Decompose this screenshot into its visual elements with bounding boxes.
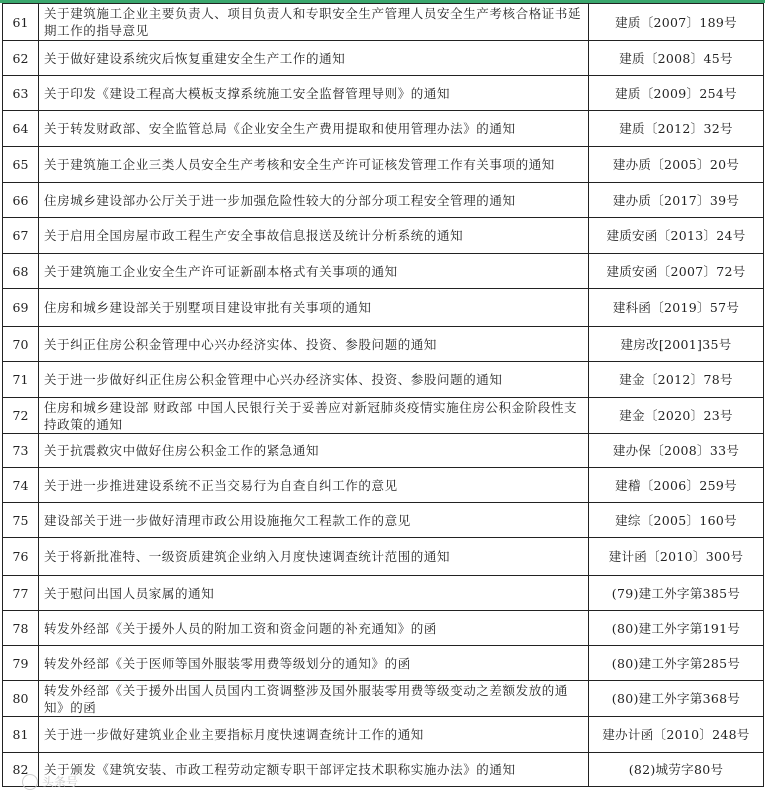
document-number: (80)建工外字第191号 bbox=[589, 611, 764, 646]
document-number: 建稽〔2006〕259号 bbox=[589, 468, 764, 503]
watermark bbox=[22, 773, 78, 790]
table-row bbox=[3, 468, 764, 503]
table-row bbox=[3, 503, 764, 538]
table-row bbox=[3, 41, 764, 76]
document-title: 关于颁发《建筑安装、市政工程劳动定额专职干部评定技术职称实施办法》的通知 bbox=[39, 753, 589, 787]
row-number: 71 bbox=[3, 362, 39, 398]
row-number: 74 bbox=[3, 468, 39, 503]
row-number: 63 bbox=[3, 76, 39, 111]
table-row bbox=[3, 646, 764, 681]
document-number: 建科函〔2019〕57号 bbox=[589, 289, 764, 327]
document-title: 关于建筑施工企业安全生产许可证新副本格式有关事项的通知 bbox=[39, 254, 589, 289]
row-number: 62 bbox=[3, 41, 39, 76]
table-row bbox=[3, 611, 764, 646]
document-title: 关于将新批准特、一级资质建筑企业纳入月度快速调查统计范围的通知 bbox=[39, 538, 589, 576]
document-title: 关于抗震救灾中做好住房公积金工作的紧急通知 bbox=[39, 434, 589, 468]
document-title: 转发外经部《关于援外人员的附加工资和资金问题的补充通知》的函 bbox=[39, 611, 589, 646]
table-row bbox=[3, 398, 764, 434]
table-row bbox=[3, 218, 764, 254]
document-number: 建质安函〔2007〕72号 bbox=[589, 254, 764, 289]
row-number: 79 bbox=[3, 646, 39, 681]
document-title: 关于纠正住房公积金管理中心兴办经济实体、投资、参股问题的通知 bbox=[39, 327, 589, 362]
document-number: (82)城劳字80号 bbox=[589, 753, 764, 787]
document-number: (80)建工外字第368号 bbox=[589, 681, 764, 717]
row-number: 82 bbox=[3, 753, 39, 787]
document-title: 关于建筑施工企业主要负责人、项目负责人和专职安全生产管理人员安全生产考核合格证书延期工作的指导意见 bbox=[39, 4, 589, 41]
watermark-logo-icon bbox=[22, 774, 38, 790]
row-number: 65 bbox=[3, 147, 39, 183]
document-number: (80)建工外字第285号 bbox=[589, 646, 764, 681]
document-number: 建质〔2007〕189号 bbox=[589, 4, 764, 41]
table-row bbox=[3, 327, 764, 362]
row-number: 76 bbox=[3, 538, 39, 576]
row-number: 70 bbox=[3, 327, 39, 362]
table-row bbox=[3, 362, 764, 398]
document-title: 住房和城乡建设部关于别墅项目建设审批有关事项的通知 bbox=[39, 289, 589, 327]
document-title: 关于印发《建设工程高大模板支撑系统施工安全监督管理导则》的通知 bbox=[39, 76, 589, 111]
row-number: 61 bbox=[3, 4, 39, 41]
document-title: 住房和城乡建设部 财政部 中国人民银行关于妥善应对新冠肺炎疫情实施住房公积金阶段性支持政策的通知 bbox=[39, 398, 589, 434]
document-number: 建办计函〔2010〕248号 bbox=[589, 717, 764, 753]
table-row bbox=[3, 681, 764, 717]
table-row bbox=[3, 76, 764, 111]
row-number: 67 bbox=[3, 218, 39, 254]
table-row bbox=[3, 753, 764, 787]
row-number: 69 bbox=[3, 289, 39, 327]
document-number: 建金〔2020〕23号 bbox=[589, 398, 764, 434]
table-row bbox=[3, 576, 764, 611]
document-title: 转发外经部《关于援外出国人员国内工资调整涉及国外服装零用费等级变动之差额发放的通知》的函 bbox=[39, 681, 589, 717]
document-title: 关于进一步做好建筑业企业主要指标月度快速调查统计工作的通知 bbox=[39, 717, 589, 753]
regulations-table bbox=[2, 3, 764, 787]
row-number: 64 bbox=[3, 111, 39, 147]
document-number: 建办质〔2017〕39号 bbox=[589, 183, 764, 218]
document-title: 关于进一步推进建设系统不正当交易行为自查自纠工作的意见 bbox=[39, 468, 589, 503]
table-row bbox=[3, 289, 764, 327]
table-row bbox=[3, 717, 764, 753]
document-title: 关于转发财政部、安全监管总局《企业安全生产费用提取和使用管理办法》的通知 bbox=[39, 111, 589, 147]
document-number: 建房改[2001]35号 bbox=[589, 327, 764, 362]
document-title: 关于慰问出国人员家属的通知 bbox=[39, 576, 589, 611]
document-title: 关于做好建设系统灾后恢复重建安全生产工作的通知 bbox=[39, 41, 589, 76]
row-number: 68 bbox=[3, 254, 39, 289]
document-number: 建综〔2005〕160号 bbox=[589, 503, 764, 538]
table-row bbox=[3, 254, 764, 289]
row-number: 73 bbox=[3, 434, 39, 468]
document-number: (79)建工外字第385号 bbox=[589, 576, 764, 611]
table-body bbox=[3, 4, 764, 787]
table-row bbox=[3, 434, 764, 468]
row-number: 78 bbox=[3, 611, 39, 646]
watermark-text: 头条号 bbox=[42, 775, 79, 789]
row-number: 80 bbox=[3, 681, 39, 717]
table-row bbox=[3, 4, 764, 41]
document-title: 住房城乡建设部办公厅关于进一步加强危险性较大的分部分项工程安全管理的通知 bbox=[39, 183, 589, 218]
document-number: 建质安函〔2013〕24号 bbox=[589, 218, 764, 254]
row-number: 77 bbox=[3, 576, 39, 611]
row-number: 75 bbox=[3, 503, 39, 538]
document-title: 关于进一步做好纠正住房公积金管理中心兴办经济实体、投资、参股问题的通知 bbox=[39, 362, 589, 398]
document-title: 关于启用全国房屋市政工程生产安全事故信息报送及统计分析系统的通知 bbox=[39, 218, 589, 254]
row-number: 72 bbox=[3, 398, 39, 434]
table-row bbox=[3, 147, 764, 183]
document-number: 建质〔2012〕32号 bbox=[589, 111, 764, 147]
document-number: 建质〔2008〕45号 bbox=[589, 41, 764, 76]
document-number: 建办保〔2008〕33号 bbox=[589, 434, 764, 468]
document-number: 建计函〔2010〕300号 bbox=[589, 538, 764, 576]
document-title: 关于建筑施工企业三类人员安全生产考核和安全生产许可证核发管理工作有关事项的通知 bbox=[39, 147, 589, 183]
table-row bbox=[3, 183, 764, 218]
document-number: 建质〔2009〕254号 bbox=[589, 76, 764, 111]
document-title: 转发外经部《关于医师等国外服装零用费等级划分的通知》的函 bbox=[39, 646, 589, 681]
document-number: 建办质〔2005〕20号 bbox=[589, 147, 764, 183]
table-row bbox=[3, 538, 764, 576]
document-number: 建金〔2012〕78号 bbox=[589, 362, 764, 398]
row-number: 81 bbox=[3, 717, 39, 753]
document-title: 建设部关于进一步做好清理市政公用设施拖欠工程款工作的意见 bbox=[39, 503, 589, 538]
table-row bbox=[3, 111, 764, 147]
row-number: 66 bbox=[3, 183, 39, 218]
